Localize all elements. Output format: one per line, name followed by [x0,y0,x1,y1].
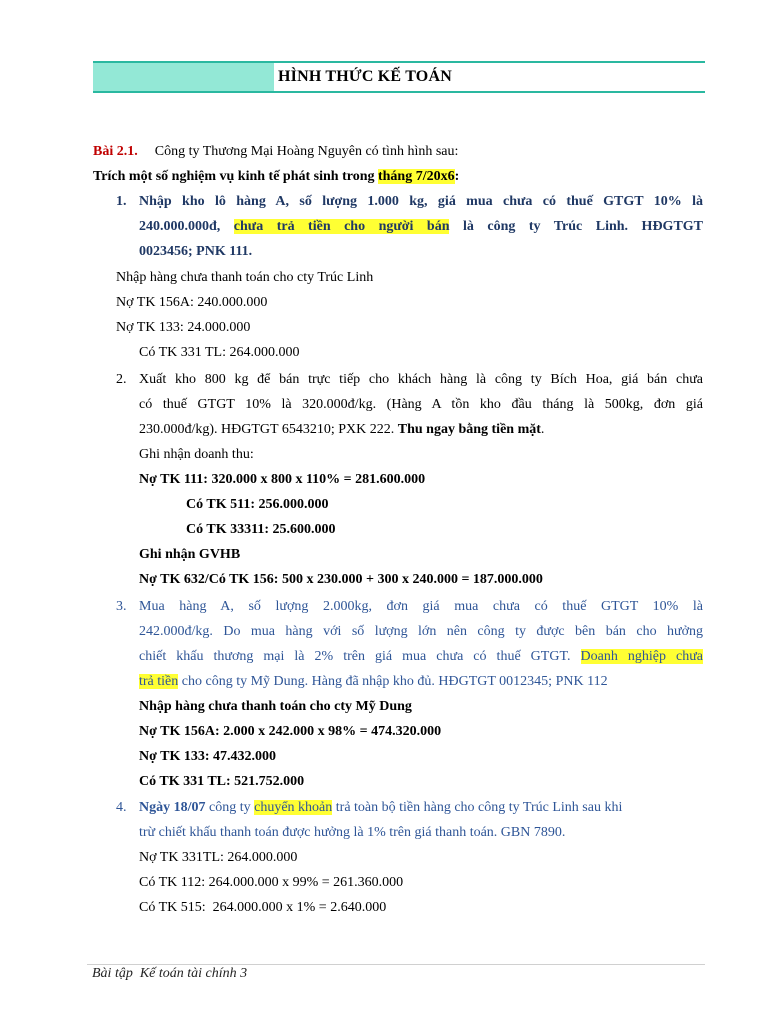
item-4-entry-debit: Nợ TK 331TL: 264.000.000 [139,850,298,865]
item-2-entry-cogs-note: Ghi nhận GVHB [139,547,241,562]
item-3-line-4-text: cho công ty Mỹ Dung. Hàng đã nhập kho đủ. HĐGTGT 0012345; PNK 112 [178,674,608,689]
subtitle-suffix: : [454,169,460,184]
item-2-entry-debit: Nợ TK 111: 320.000 x 800 x 110% = 281.600.000 [139,472,426,487]
title-bar [93,61,705,93]
item-3-line-1: Mua hàng A, số lượng 2.000kg, đơn giá mua chưa có thuế GTGT 10% là [139,599,703,614]
item-3-entry-note: Nhập hàng chưa thanh toán cho cty Mỹ Dung [139,699,412,714]
item-3-line-4 [139,669,608,694]
exercise-intro: Công ty Thương Mại Hoàng Nguyên có tình hình sau: [154,144,459,159]
item-4-line-1-rest: trả toàn bộ tiền hàng cho công ty Trúc Linh sau khi [332,800,623,815]
item-1-line-1: Nhập kho lô hàng A, số lượng 1.000 kg, giá mua chưa có thuế GTGT 10% là [139,194,703,209]
item-4-line-1 [139,795,622,820]
item-2-line-3-text: 230.000đ/kg). HĐGTGT 6543210; PXK 222. [139,422,398,437]
item-3-entry-debit-2: Nợ TK 133: 47.432.000 [139,749,276,764]
subtitle-highlight: tháng 7/20x6 [377,169,455,184]
item-1-amount: 240.000.000đ, [139,219,221,234]
item-3-number: 3. [116,599,127,614]
item-4-line-1-mid: công ty [205,800,255,815]
subtitle-prefix: Trích một số nghiệm vụ kinh tế phát sinh trong [93,169,378,184]
item-4-entry-credit-2: Có TK 515: 264.000.000 x 1% = 2.640.000 [139,900,387,915]
exercise-subtitle [93,164,459,189]
item-2-number: 2. [116,372,127,387]
item-2-line-3-bold: Thu ngay bằng tiền mặt [397,422,541,437]
item-1-line-2-rest: là công ty Trúc Linh. HĐGTGT [462,219,704,234]
item-1-number: 1. [116,194,127,209]
title-accent-block [93,61,274,93]
item-3-line-2: 242.000đ/kg. Do mua hàng với số lượng lớn nên công ty được bên bán cho hưởng [139,624,703,639]
item-4-highlight: chuyển khoản [254,800,333,815]
item-2-entry-credit-2: Có TK 33311: 25.600.000 [186,522,336,537]
item-1-entry-note: Nhập hàng chưa thanh toán cho cty Trúc Linh [116,270,374,285]
item-2-line-3-end: . [540,422,545,437]
item-2-entry-credit-1: Có TK 511: 256.000.000 [186,497,329,512]
item-1-line-3: 0023456; PNK 111. [139,244,253,259]
item-3-entry-debit-1: Nợ TK 156A: 2.000 x 242.000 x 98% = 474.320.000 [139,724,442,739]
item-1-entry-debit-1: Nợ TK 156A: 240.000.000 [116,295,268,310]
exercise-label: Bài 2.1. [93,144,138,159]
item-2-line-1: Xuất kho 800 kg để bán trực tiếp cho khách hàng là công ty Bích Hoa, giá bán chưa [139,372,703,387]
title-cell [274,61,705,93]
item-2-line-2: có thuế GTGT 10% là 320.000đ/kg. (Hàng A tồn kho đầu tháng là 500kg, đơn giá [139,397,703,412]
item-3-line-3-text: chiết khấu thương mại là 2% trên giá mua chưa có thuế GTGT. [139,649,581,664]
item-4-entry-credit-1: Có TK 112: 264.000.000 x 99% = 261.360.000 [139,875,404,890]
item-4-line-2: trừ chiết khấu thanh toán được hưởng là 1% trên giá thanh toán. GBN 7890. [139,825,566,840]
item-4-number: 4. [116,800,127,815]
item-2-entry-note: Ghi nhận doanh thu: [139,447,254,462]
item-1-entry-debit-2: Nợ TK 133: 24.000.000 [116,320,251,335]
footer-divider [87,964,705,965]
page-footer: Bài tập Kế toán tài chính 3 [92,966,248,981]
item-4-date: Ngày 18/07 [139,800,206,815]
page-title: HÌNH THỨC KẾ TOÁN [278,68,452,85]
item-3-highlight-2: trả tiền [139,674,179,689]
item-3-highlight-1: Doanh nghiệp chưa [580,649,703,664]
item-1-highlight: chưa trả tiền cho người bán [233,219,450,234]
item-2-line-3 [139,417,544,442]
item-2-entry-cogs: Nợ TK 632/Có TK 156: 500 x 230.000 + 300 x 240.000 = 187.000.000 [139,572,543,587]
item-1-line-2 [139,214,703,239]
item-3-entry-credit: Có TK 331 TL: 521.752.000 [139,774,305,789]
item-3-line-3 [139,644,703,669]
exercise-header [93,139,458,164]
item-1-entry-credit: Có TK 331 TL: 264.000.000 [139,345,300,360]
